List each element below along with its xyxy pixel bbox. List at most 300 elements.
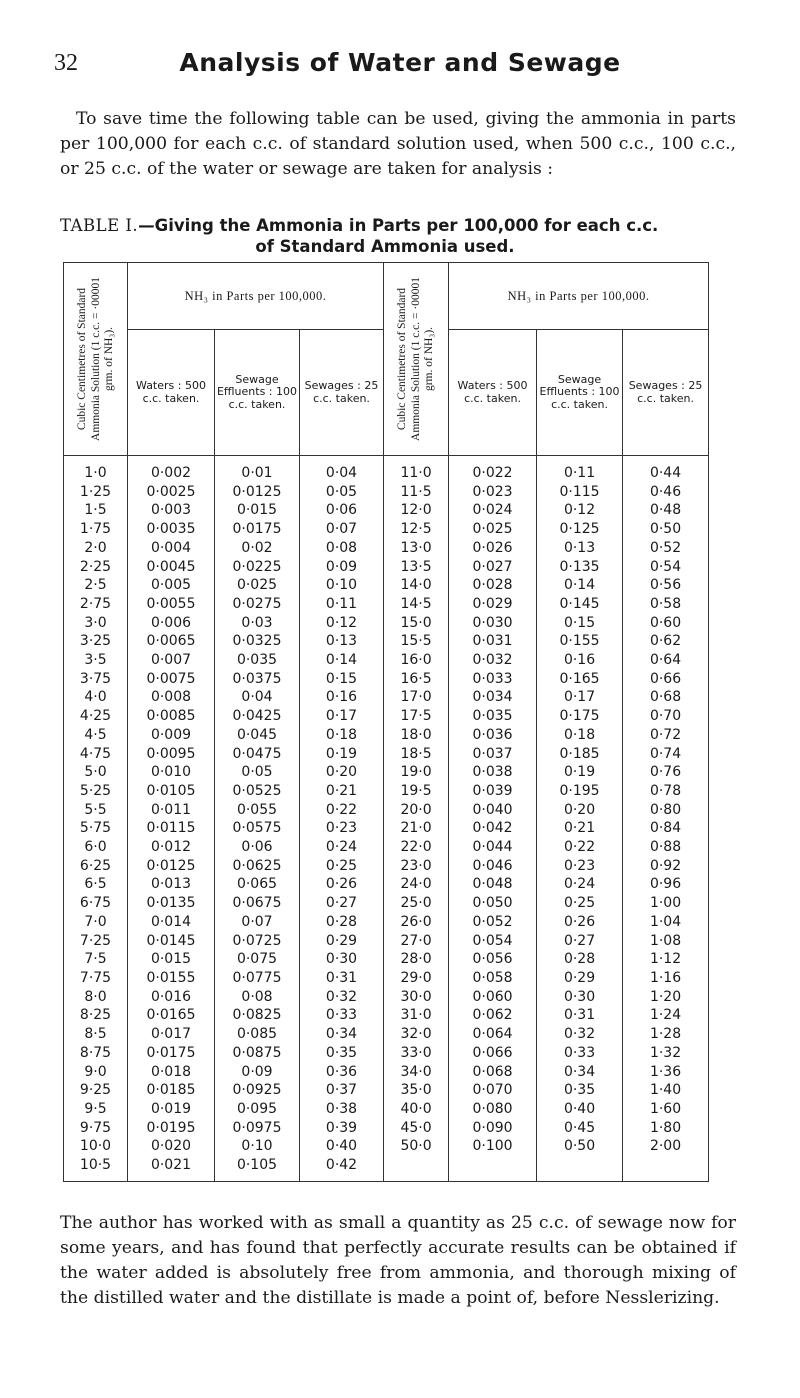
sewages-cell-left: 0·40	[300, 1137, 384, 1156]
table-row	[64, 838, 709, 857]
cc-cell-right: 15·0	[384, 614, 449, 633]
sewages-cell-left: 0·10	[300, 576, 384, 595]
sewages-cell-right: 0·50	[623, 520, 709, 539]
table-row	[64, 894, 709, 913]
effluents-cell-right: 0·22	[537, 838, 623, 857]
waters-cell-left: 0·004	[128, 539, 215, 558]
waters-cell-left: 0·0095	[128, 745, 215, 764]
effluents-cell-right: 0·18	[537, 726, 623, 745]
cc-column-header-left-text: Cubic Centimetres of Standard Ammonia Solution (1 c.c. = ·00001 grm. of NH₃).	[75, 277, 115, 441]
table-row	[64, 576, 709, 595]
cc-cell-left: 1·0	[64, 456, 128, 483]
effluents-cell-right: 0·23	[537, 857, 623, 876]
waters-cell-right: 0·032	[449, 651, 537, 670]
sewages-cell-left: 0·20	[300, 763, 384, 782]
waters-header-right: Waters : 500 c.c. taken.	[449, 330, 537, 456]
nh3-group-header-left: NH₃ in Parts per 100,000.	[128, 263, 384, 330]
waters-cell-right: 0·029	[449, 595, 537, 614]
waters-cell-left: 0·002	[128, 456, 215, 483]
sewages-cell-left: 0·27	[300, 894, 384, 913]
effluents-cell-left: 0·0325	[215, 632, 300, 651]
sewages-cell-left: 0·19	[300, 745, 384, 764]
sewages-cell-left: 0·07	[300, 520, 384, 539]
effluents-cell-right: 0·27	[537, 932, 623, 951]
sewages-cell-right: 0·80	[623, 801, 709, 820]
intro-paragraph: To save time the following table can be used, giving the ammonia in parts per 100,000 for each c.c. of standard solution used, when 500 c.c., 100 c.c., or 25 c.c. of the water or sewage are taken for analysis :	[60, 109, 736, 179]
cc-cell-right: 40·0	[384, 1100, 449, 1119]
effluents-cell-right: 0·13	[537, 539, 623, 558]
table-row	[64, 670, 709, 689]
effluents-cell-left: 0·0675	[215, 894, 300, 913]
sewages-cell-left: 0·13	[300, 632, 384, 651]
sewages-cell-right: 1·28	[623, 1025, 709, 1044]
cc-cell-left: 8·25	[64, 1006, 128, 1025]
sewages-cell-right: 0·48	[623, 501, 709, 520]
cc-cell-right: 34·0	[384, 1063, 449, 1082]
effluents-cell-right: 0·14	[537, 576, 623, 595]
effluents-cell-right: 0·145	[537, 595, 623, 614]
waters-cell-left: 0·010	[128, 763, 215, 782]
waters-cell-left: 0·009	[128, 726, 215, 745]
cc-cell-right: 18·0	[384, 726, 449, 745]
cc-cell-left: 2·5	[64, 576, 128, 595]
cc-cell-left: 1·75	[64, 520, 128, 539]
table-row	[64, 1100, 709, 1119]
table-row	[64, 614, 709, 633]
effluents-cell-left: 0·065	[215, 875, 300, 894]
cc-cell-left: 8·75	[64, 1044, 128, 1063]
cc-cell-left: 8·0	[64, 988, 128, 1007]
sewages-cell-right: 0·68	[623, 688, 709, 707]
cc-cell-left: 7·75	[64, 969, 128, 988]
effluents-cell-left: 0·095	[215, 1100, 300, 1119]
table-row	[64, 501, 709, 520]
cc-cell-right: 30·0	[384, 988, 449, 1007]
table-row	[64, 913, 709, 932]
effluents-cell-left: 0·0525	[215, 782, 300, 801]
effluents-cell-left: 0·045	[215, 726, 300, 745]
waters-cell-left: 0·014	[128, 913, 215, 932]
sewages-cell-right: 1·80	[623, 1119, 709, 1138]
effluents-cell-left: 0·0125	[215, 483, 300, 502]
table-row	[64, 1044, 709, 1063]
waters-cell-right: 0·090	[449, 1119, 537, 1138]
waters-cell-right: 0·050	[449, 894, 537, 913]
waters-cell-left: 0·018	[128, 1063, 215, 1082]
effluents-cell-right: 0·165	[537, 670, 623, 689]
sewages-cell-right: 0·54	[623, 558, 709, 577]
cc-cell-left: 3·25	[64, 632, 128, 651]
sewages-cell-left: 0·31	[300, 969, 384, 988]
cc-cell-right: 26·0	[384, 913, 449, 932]
sewages-cell-left: 0·36	[300, 1063, 384, 1082]
table-caption-line2: of Standard Ammonia used.	[255, 237, 515, 256]
effluents-cell-left: 0·105	[215, 1156, 300, 1181]
effluents-cell-left: 0·07	[215, 913, 300, 932]
cc-cell-right: 11·0	[384, 456, 449, 483]
cc-cell-right: 28·0	[384, 950, 449, 969]
effluents-cell-right: 0·21	[537, 819, 623, 838]
effluents-cell-left: 0·0425	[215, 707, 300, 726]
effluents-cell-left: 0·0575	[215, 819, 300, 838]
cc-cell-left: 6·0	[64, 838, 128, 857]
cc-cell-left: 6·75	[64, 894, 128, 913]
waters-cell-right: 0·040	[449, 801, 537, 820]
effluents-cell-right: 0·135	[537, 558, 623, 577]
waters-cell-right: 0·039	[449, 782, 537, 801]
table-row	[64, 688, 709, 707]
effluents-cell-right: 0·30	[537, 988, 623, 1007]
sewages-cell-left: 0·30	[300, 950, 384, 969]
table-row	[64, 801, 709, 820]
cc-column-header-right-text: Cubic Centimetres of Standard Ammonia Solution (1 c.c. = ·00001 grm. of NH₃).	[395, 277, 435, 441]
table-row	[64, 651, 709, 670]
sewages-cell-right: 1·36	[623, 1063, 709, 1082]
effluents-cell-right: 0·185	[537, 745, 623, 764]
waters-cell-right: 0·066	[449, 1044, 537, 1063]
cc-cell-left: 1·25	[64, 483, 128, 502]
table-row	[64, 456, 709, 483]
waters-cell-right: 0·034	[449, 688, 537, 707]
cc-cell-right: 25·0	[384, 894, 449, 913]
sewages-cell-left: 0·15	[300, 670, 384, 689]
sewages-cell-left: 0·22	[300, 801, 384, 820]
cc-cell-left: 5·75	[64, 819, 128, 838]
effluents-cell-left: 0·0375	[215, 670, 300, 689]
cc-cell-right: 33·0	[384, 1044, 449, 1063]
ammonia-table	[63, 262, 709, 1182]
sewages-cell-right: 0·46	[623, 483, 709, 502]
effluents-cell-left: 0·01	[215, 456, 300, 483]
cc-cell-right: 11·5	[384, 483, 449, 502]
table-row	[64, 632, 709, 651]
sewages-cell-right: 0·88	[623, 838, 709, 857]
cc-column-header-right	[384, 263, 449, 456]
sewages-cell-left: 0·16	[300, 688, 384, 707]
waters-cell-left: 0·016	[128, 988, 215, 1007]
waters-cell-right: 0·044	[449, 838, 537, 857]
table-row	[64, 819, 709, 838]
sewages-cell-right: 0·60	[623, 614, 709, 633]
waters-cell-left: 0·008	[128, 688, 215, 707]
effluents-cell-right: 0·125	[537, 520, 623, 539]
effluents-cell-left: 0·0275	[215, 595, 300, 614]
sewages-cell-right: 1·32	[623, 1044, 709, 1063]
effluents-cell-left: 0·0175	[215, 520, 300, 539]
waters-cell-right: 0·080	[449, 1100, 537, 1119]
sewages-cell-left: 0·17	[300, 707, 384, 726]
sewages-header-right: Sewages : 25 c.c. taken.	[623, 330, 709, 456]
sewages-cell-right: 0·92	[623, 857, 709, 876]
cc-cell-left: 2·25	[64, 558, 128, 577]
table-row	[64, 483, 709, 502]
sewages-cell-right: 0·72	[623, 726, 709, 745]
table-body	[64, 456, 709, 1182]
effluents-cell-right: 0·34	[537, 1063, 623, 1082]
sewages-cell-left: 0·23	[300, 819, 384, 838]
sewages-cell-left: 0·21	[300, 782, 384, 801]
waters-cell-left: 0·011	[128, 801, 215, 820]
effluents-cell-right: 0·115	[537, 483, 623, 502]
sewages-cell-left: 0·09	[300, 558, 384, 577]
waters-cell-right: 0·033	[449, 670, 537, 689]
waters-cell-right: 0·052	[449, 913, 537, 932]
sewages-cell-left: 0·11	[300, 595, 384, 614]
cc-cell-right: 12·5	[384, 520, 449, 539]
waters-cell-right: 0·027	[449, 558, 537, 577]
cc-cell-left: 2·75	[64, 595, 128, 614]
sewages-cell-right: 0·78	[623, 782, 709, 801]
waters-cell-left: 0·013	[128, 875, 215, 894]
effluents-cell-left: 0·0875	[215, 1044, 300, 1063]
waters-cell-left: 0·0145	[128, 932, 215, 951]
waters-cell-left: 0·0125	[128, 857, 215, 876]
sewages-cell-left: 0·18	[300, 726, 384, 745]
effluents-cell-left: 0·04	[215, 688, 300, 707]
table-row	[64, 1156, 709, 1181]
effluents-cell-right: 0·19	[537, 763, 623, 782]
cc-cell-right: 19·5	[384, 782, 449, 801]
cc-cell-left: 1·5	[64, 501, 128, 520]
effluents-cell-left: 0·03	[215, 614, 300, 633]
effluents-cell-right: 0·20	[537, 801, 623, 820]
cc-cell-left: 5·5	[64, 801, 128, 820]
cc-cell-right: 17·0	[384, 688, 449, 707]
closing-paragraph: The author has worked with as small a quantity as 25 c.c. of sewage now for some years, and has found that perfectly accurate results can be obtained if the water added is absolutely free from ammonia, and thorough mixing of the distilled water and the distillate is made a point of, before Nesslerizing.	[60, 1213, 736, 1308]
cc-cell-right: 32·0	[384, 1025, 449, 1044]
cc-cell-left: 4·0	[64, 688, 128, 707]
waters-cell-left: 0·0055	[128, 595, 215, 614]
effluents-cell-right: 0·32	[537, 1025, 623, 1044]
sewages-cell-right: 1·20	[623, 988, 709, 1007]
sewages-header-left: Sewages : 25 c.c. taken.	[300, 330, 384, 456]
waters-cell-left: 0·0025	[128, 483, 215, 502]
effluents-cell-left: 0·05	[215, 763, 300, 782]
waters-cell-right: 0·024	[449, 501, 537, 520]
sewages-cell-right: 0·52	[623, 539, 709, 558]
nh3-group-header-right: NH₃ in Parts per 100,000.	[449, 263, 709, 330]
waters-cell-right: 0·031	[449, 632, 537, 651]
effluents-cell-left: 0·02	[215, 539, 300, 558]
cc-cell-left: 3·75	[64, 670, 128, 689]
effluents-cell-right: 0·26	[537, 913, 623, 932]
table-row	[64, 875, 709, 894]
table-row	[64, 539, 709, 558]
waters-cell-left: 0·0035	[128, 520, 215, 539]
effluents-cell-left: 0·085	[215, 1025, 300, 1044]
waters-cell-right: 0·023	[449, 483, 537, 502]
table-row	[64, 988, 709, 1007]
cc-cell-left: 7·5	[64, 950, 128, 969]
cc-cell-left: 4·5	[64, 726, 128, 745]
cc-cell-right: 13·5	[384, 558, 449, 577]
effluents-cell-left: 0·035	[215, 651, 300, 670]
effluents-cell-left: 0·0625	[215, 857, 300, 876]
sewages-cell-left: 0·08	[300, 539, 384, 558]
effluents-cell-right: 0·24	[537, 875, 623, 894]
cc-cell-right: 50·0	[384, 1137, 449, 1156]
table-row	[64, 1119, 709, 1138]
waters-cell-right: 0·030	[449, 614, 537, 633]
waters-cell-left: 0·0075	[128, 670, 215, 689]
sewages-cell-right: 1·24	[623, 1006, 709, 1025]
cc-cell-left: 5·25	[64, 782, 128, 801]
waters-cell-right: 0·025	[449, 520, 537, 539]
waters-cell-left: 0·012	[128, 838, 215, 857]
sewages-cell-left: 0·33	[300, 1006, 384, 1025]
effluents-header-left: Sewage Effluents : 100 c.c. taken.	[215, 330, 300, 456]
effluents-cell-left: 0·055	[215, 801, 300, 820]
cc-cell-left: 4·25	[64, 707, 128, 726]
effluents-cell-right: 0·155	[537, 632, 623, 651]
effluents-cell-right: 0·195	[537, 782, 623, 801]
sewages-cell-left: 0·35	[300, 1044, 384, 1063]
table-row	[64, 726, 709, 745]
table-row	[64, 520, 709, 539]
sewages-cell-left: 0·12	[300, 614, 384, 633]
cc-cell-left: 7·0	[64, 913, 128, 932]
cc-cell-right: 21·0	[384, 819, 449, 838]
effluents-cell-left: 0·0775	[215, 969, 300, 988]
cc-cell-left: 9·75	[64, 1119, 128, 1138]
effluents-cell-right: 0·28	[537, 950, 623, 969]
cc-cell-right: 31·0	[384, 1006, 449, 1025]
sewages-cell-left: 0·39	[300, 1119, 384, 1138]
waters-cell-left: 0·0045	[128, 558, 215, 577]
sewages-cell-left: 0·25	[300, 857, 384, 876]
waters-cell-right: 0·042	[449, 819, 537, 838]
waters-cell-right: 0·038	[449, 763, 537, 782]
cc-cell-right: 16·0	[384, 651, 449, 670]
waters-cell-right: 0·070	[449, 1081, 537, 1100]
effluents-cell-right: 0·11	[537, 456, 623, 483]
cc-cell-left: 9·0	[64, 1063, 128, 1082]
waters-cell-left: 0·0195	[128, 1119, 215, 1138]
effluents-cell-right: 0·15	[537, 614, 623, 633]
effluents-cell-right: 0·31	[537, 1006, 623, 1025]
waters-cell-right	[449, 1156, 537, 1181]
cc-cell-left: 8·5	[64, 1025, 128, 1044]
cc-cell-right: 45·0	[384, 1119, 449, 1138]
waters-cell-right: 0·026	[449, 539, 537, 558]
waters-cell-right: 0·068	[449, 1063, 537, 1082]
effluents-header-right: Sewage Effluents : 100 c.c. taken.	[537, 330, 623, 456]
table-caption	[60, 215, 750, 257]
cc-cell-left: 7·25	[64, 932, 128, 951]
effluents-cell-right: 0·16	[537, 651, 623, 670]
sewages-cell-right: 1·40	[623, 1081, 709, 1100]
sewages-cell-right: 1·00	[623, 894, 709, 913]
effluents-cell-right: 0·12	[537, 501, 623, 520]
table-caption-label: TABLE I.	[60, 216, 139, 235]
sewages-cell-left: 0·05	[300, 483, 384, 502]
table-row	[64, 763, 709, 782]
sewages-cell-right: 0·56	[623, 576, 709, 595]
waters-cell-right: 0·056	[449, 950, 537, 969]
table-row	[64, 1137, 709, 1156]
table-row	[64, 558, 709, 577]
waters-cell-right: 0·100	[449, 1137, 537, 1156]
sewages-cell-right: 1·04	[623, 913, 709, 932]
effluents-cell-right: 0·33	[537, 1044, 623, 1063]
table-row	[64, 1081, 709, 1100]
cc-cell-left: 3·5	[64, 651, 128, 670]
effluents-cell-left: 0·0975	[215, 1119, 300, 1138]
table-row	[64, 932, 709, 951]
sewages-cell-right: 0·70	[623, 707, 709, 726]
waters-cell-left: 0·0135	[128, 894, 215, 913]
cc-cell-right: 27·0	[384, 932, 449, 951]
cc-cell-left: 10·0	[64, 1137, 128, 1156]
running-head: Analysis of Water and Sewage	[179, 48, 621, 77]
effluents-cell-left: 0·10	[215, 1137, 300, 1156]
table-row	[64, 1006, 709, 1025]
cc-cell-right: 20·0	[384, 801, 449, 820]
waters-cell-left: 0·005	[128, 576, 215, 595]
sewages-cell-right: 1·16	[623, 969, 709, 988]
effluents-cell-left: 0·09	[215, 1063, 300, 1082]
sewages-cell-left: 0·06	[300, 501, 384, 520]
sewages-cell-right: 0·76	[623, 763, 709, 782]
waters-cell-left: 0·019	[128, 1100, 215, 1119]
cc-cell-right: 23·0	[384, 857, 449, 876]
waters-cell-right: 0·022	[449, 456, 537, 483]
table-row	[64, 969, 709, 988]
sewages-cell-left: 0·42	[300, 1156, 384, 1181]
cc-cell-right: 35·0	[384, 1081, 449, 1100]
waters-cell-left: 0·0085	[128, 707, 215, 726]
waters-cell-right: 0·058	[449, 969, 537, 988]
cc-cell-right: 12·0	[384, 501, 449, 520]
sewages-cell-right: 0·96	[623, 875, 709, 894]
sewages-cell-right: 0·84	[623, 819, 709, 838]
sewages-cell-left: 0·29	[300, 932, 384, 951]
cc-cell-right: 29·0	[384, 969, 449, 988]
cc-cell-left: 2·0	[64, 539, 128, 558]
cc-cell-right: 17·5	[384, 707, 449, 726]
effluents-cell-left: 0·0725	[215, 932, 300, 951]
waters-cell-right: 0·037	[449, 745, 537, 764]
waters-cell-right: 0·036	[449, 726, 537, 745]
cc-cell-right: 14·0	[384, 576, 449, 595]
sewages-cell-right: 0·62	[623, 632, 709, 651]
sewages-cell-left: 0·14	[300, 651, 384, 670]
effluents-cell-left: 0·08	[215, 988, 300, 1007]
table-row	[64, 1063, 709, 1082]
sewages-cell-right: 1·12	[623, 950, 709, 969]
waters-cell-right: 0·048	[449, 875, 537, 894]
table-row	[64, 950, 709, 969]
cc-cell-left: 10·5	[64, 1156, 128, 1181]
sewages-cell-left: 0·24	[300, 838, 384, 857]
effluents-cell-right: 0·17	[537, 688, 623, 707]
waters-cell-left: 0·015	[128, 950, 215, 969]
cc-cell-left: 3·0	[64, 614, 128, 633]
sewages-cell-left: 0·32	[300, 988, 384, 1007]
sewages-cell-right	[623, 1156, 709, 1181]
table-row	[64, 1025, 709, 1044]
effluents-cell-left: 0·0225	[215, 558, 300, 577]
effluents-cell-right: 0·25	[537, 894, 623, 913]
waters-cell-left: 0·007	[128, 651, 215, 670]
waters-cell-left: 0·020	[128, 1137, 215, 1156]
cc-cell-right: 24·0	[384, 875, 449, 894]
effluents-cell-right: 0·29	[537, 969, 623, 988]
table-row	[64, 745, 709, 764]
waters-cell-left: 0·0175	[128, 1044, 215, 1063]
sewages-cell-left: 0·04	[300, 456, 384, 483]
effluents-cell-right	[537, 1156, 623, 1181]
